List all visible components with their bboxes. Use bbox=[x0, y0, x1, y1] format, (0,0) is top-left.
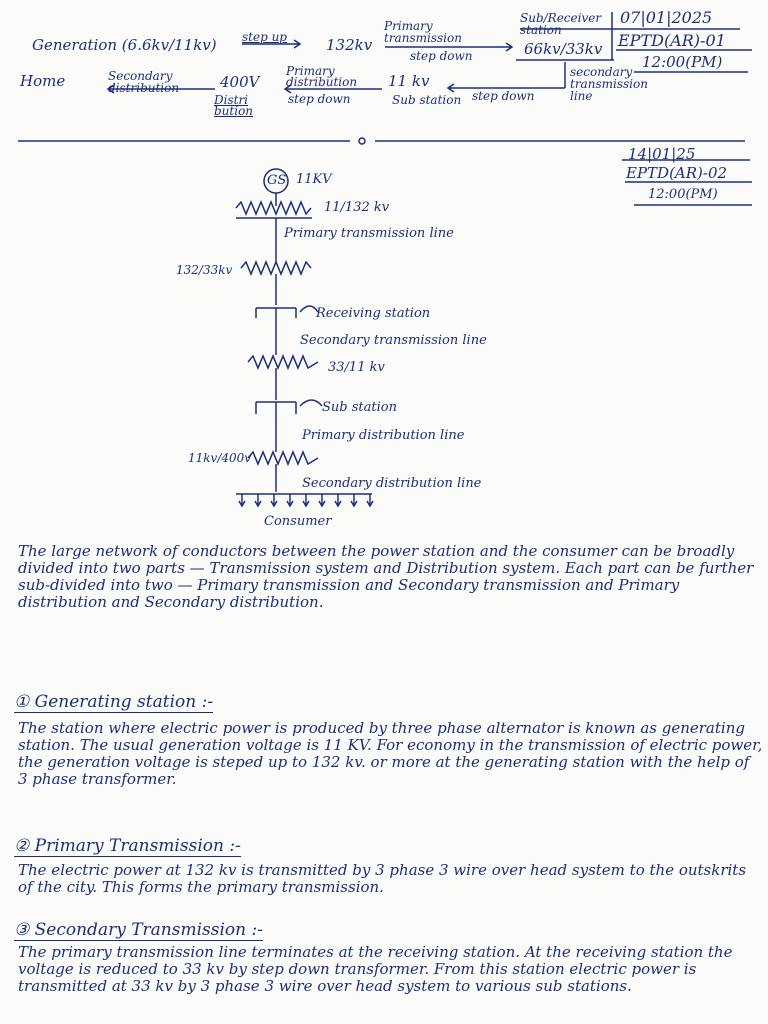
header-code-2: EPTD(AR)-02 bbox=[626, 164, 728, 182]
heading-generating-station bbox=[14, 692, 213, 712]
heading-secondary-transmission bbox=[14, 920, 263, 940]
flow-primary-distribution: Primary distribution bbox=[286, 64, 358, 89]
heading-secondary-transmission-text: ③ Secondary Transmission :- bbox=[14, 920, 263, 940]
diagram-gs-kv: 11KV bbox=[296, 172, 332, 187]
flow-sub-station: Sub station bbox=[392, 93, 462, 107]
flow-66-33kv: 66kv/33kv bbox=[524, 40, 603, 58]
flow-step-up: step up bbox=[242, 30, 287, 44]
paragraph-primary-transmission: The electric power at 132 kv is transmitted by 3 phase 3 wire over head system to the outskrits of the city. This forms the primary transmission. bbox=[18, 861, 747, 896]
heading-primary-transmission bbox=[14, 836, 241, 856]
diagram-t3: 33/11 kv bbox=[328, 360, 385, 375]
diagram-secondary-line: Secondary transmission line bbox=[300, 333, 487, 348]
header-time-1: 12:00(PM) bbox=[642, 53, 723, 71]
flow-132kv: 132kv bbox=[326, 36, 373, 54]
diagram-sec-dist: Secondary distribution line bbox=[302, 476, 482, 491]
diagram-primary-line: Primary transmission line bbox=[284, 226, 454, 241]
flow-sub-receiver: Sub/Receiver station bbox=[520, 11, 602, 37]
heading-primary-transmission-text: ② Primary Transmission :- bbox=[14, 836, 241, 856]
flow-step-down-2: step down bbox=[472, 89, 535, 103]
paragraph-generating-station: The station where electric power is produced by three phase alternator is known as generating station. The usual generation voltage is 11 KV. For economy in the transmission of electric power, the generation voltage is steped up to 132 kv. or more at the generating station with the help of 3 phase transformer. bbox=[18, 719, 763, 788]
diagram-t1: 11/132 kv bbox=[324, 200, 390, 215]
flow-secondary-distribution: Secondary distribution bbox=[108, 69, 180, 95]
diagram-t2: 132/33kv bbox=[176, 263, 233, 277]
flow-400v: 400V bbox=[220, 73, 260, 91]
header-time-2: 12:00(PM) bbox=[648, 187, 718, 202]
flow-11kv: 11 kv bbox=[388, 72, 430, 90]
flow-primary-transmission: Primary transmission bbox=[384, 19, 462, 45]
heading-generating-station-text: ① Generating station :- bbox=[14, 692, 214, 712]
header-code-1: EPTD(AR)-01 bbox=[618, 31, 726, 50]
diagram-consumer: Consumer bbox=[264, 514, 332, 529]
diagram-prim-dist: Primary distribution line bbox=[302, 428, 465, 443]
flow-home: Home bbox=[20, 72, 66, 90]
header-date-1: 07|01|2025 bbox=[620, 8, 713, 27]
flow-generation: Generation (6.6kv/11kv) bbox=[32, 36, 217, 54]
diagram-substation: Sub station bbox=[322, 400, 397, 415]
diagram-t4: 11kv/400v bbox=[188, 451, 252, 465]
flow-distribution: Distri bution bbox=[214, 93, 254, 118]
intro-paragraph: The large network of conductors between the power station and the consumer can be broadly divided into two parts — Transmission system and Distribution system. Each part can be further sub-divided into two — Primary transmission and Secondary transmission and Primary distribution and Secondary distribution. bbox=[18, 542, 754, 611]
paragraph-secondary-transmission: The primary transmission line terminates at the receiving station. At the receiving station the voltage is reduced to 33 kv by step down transformer. From this station electric power is transmitted at 33 kv by 3 phase 3 wire over head system to various sub stations. bbox=[18, 943, 733, 995]
diagram-gs: GS bbox=[267, 173, 287, 188]
flow-step-down-1: step down bbox=[410, 49, 473, 63]
flow-step-down-3: step down bbox=[288, 92, 351, 106]
header-date-2: 14|01|25 bbox=[628, 145, 696, 163]
diagram-receiving: Receiving station bbox=[316, 306, 431, 321]
flow-secondary-transmission-line: secondary transmission line bbox=[570, 65, 648, 103]
